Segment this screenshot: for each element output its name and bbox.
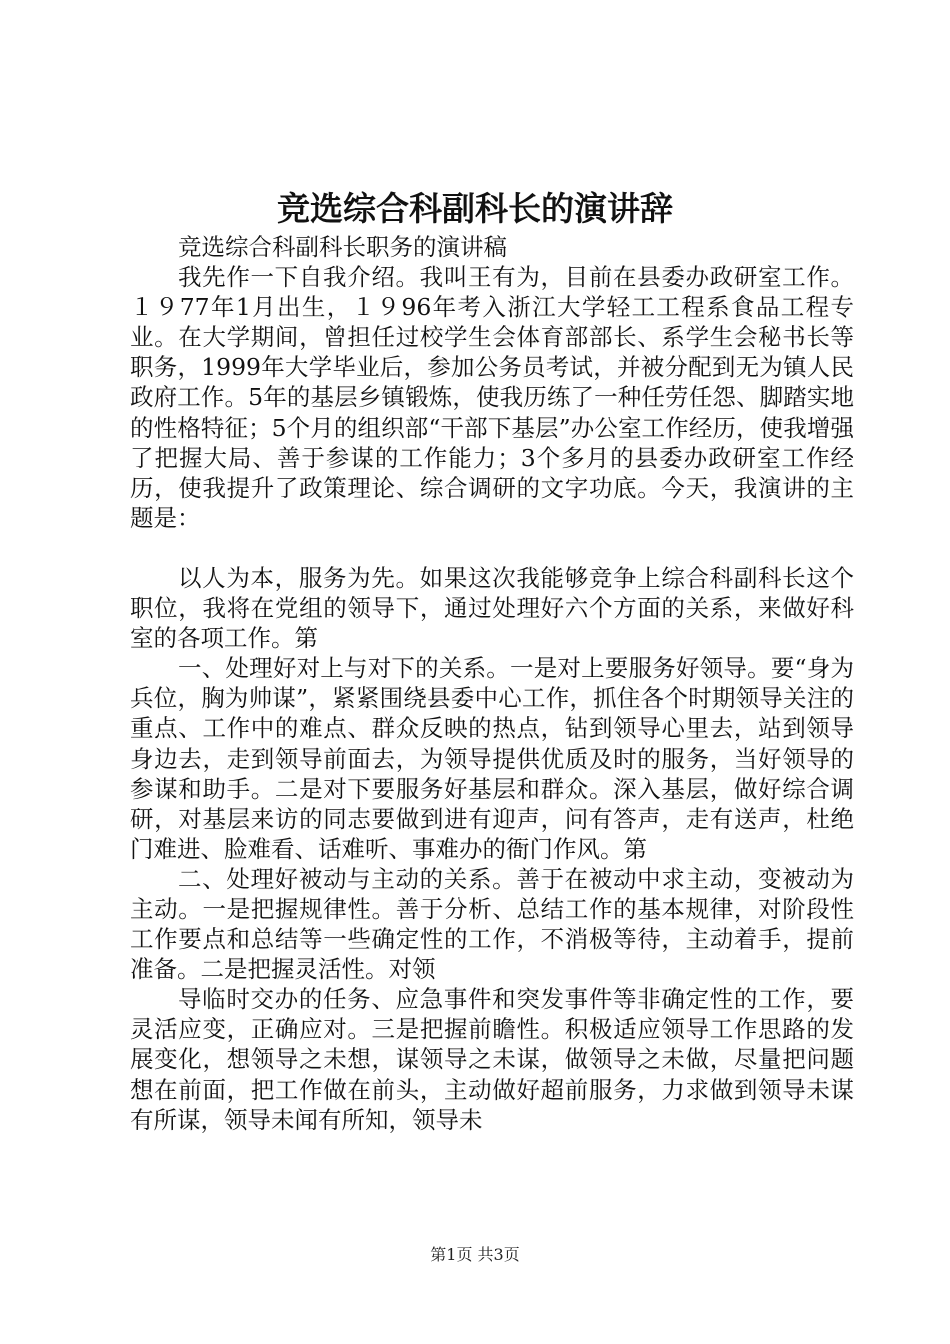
paragraph-relation-two-continued: 导临时交办的任务、应急事件和突发事件等非确定性的工作，要灵活应变，正确应对。三是把握前瞻性。积极适应领导工作思路的发展变化，想领导之未想，谋领导之未谋，做领导之未做，尽量把问题想在前面，把工作做在前头，主动做好超前服务，力求做到领导未谋有所谋，领导未闻有所知，领导未: [130, 985, 854, 1134]
paragraph-self-introduction: 我先作一下自我介绍。我叫王有为，目前在县委办政研室工作。１９77年1月出生，１９96年考入浙江大学轻工工程系食品工程专业。在大学期间，曾担任过校学生会体育部部长、系学生会秘书长等职务，1999年大学毕业后，参加公务员考试，并被分配到无为镇人民政府工作。5年的基层乡镇锻炼，使我历练了一种任劳任怨、脚踏实地的性格特征；5个月的组织部“干部下基层”办公室工作经历，使我增强了把握大局、善于参谋的工作能力；3个多月的县委办政研室工作经历，使我提升了政策理论、综合调研的文字功底。今天，我演讲的主题是：: [130, 263, 854, 532]
page-title: 竞选综合科副科长的演讲辞: [277, 189, 673, 228]
page-number: 第1页 共3页: [430, 1245, 520, 1264]
paragraph-relation-two: 二、处理好被动与主动的关系。善于在被动中求主动，变被动为主动。一是把握规律性。善于分析、总结工作的基本规律，对阶段性工作要点和总结等一些确定性的工作，不消极等待，主动着手，提前准备。二是把握灵活性。对领: [130, 864, 854, 984]
paragraph-relation-one: 一、处理好对上与对下的关系。一是对上要服务好领导。要“身为兵位，胸为帅谋”，紧紧围绕县委中心工作，抓住各个时期领导关注的重点、工作中的难点、群众反映的热点，钻到领导心里去，站到领导身边去，走到领导前面去，为领导提供优质及时的服务，当好领导的参谋和助手。二是对下要服务好基层和群众。深入基层，做好综合调研，对基层来访的同志要做到进有迎声，问有答声，走有送声，杜绝门难进、脸难看、话难听、事难办的衙门作风。第: [130, 654, 854, 863]
document-body: [130, 232, 854, 1135]
paragraph-subtitle: 竞选综合科副科长职务的演讲稿: [178, 233, 507, 261]
paragraph-theme: 以人为本，服务为先。如果这次我能够竞争上综合科副科长这个职位，我将在党组的领导下，通过处理好六个方面的关系，来做好科室的各项工作。第: [130, 563, 854, 653]
